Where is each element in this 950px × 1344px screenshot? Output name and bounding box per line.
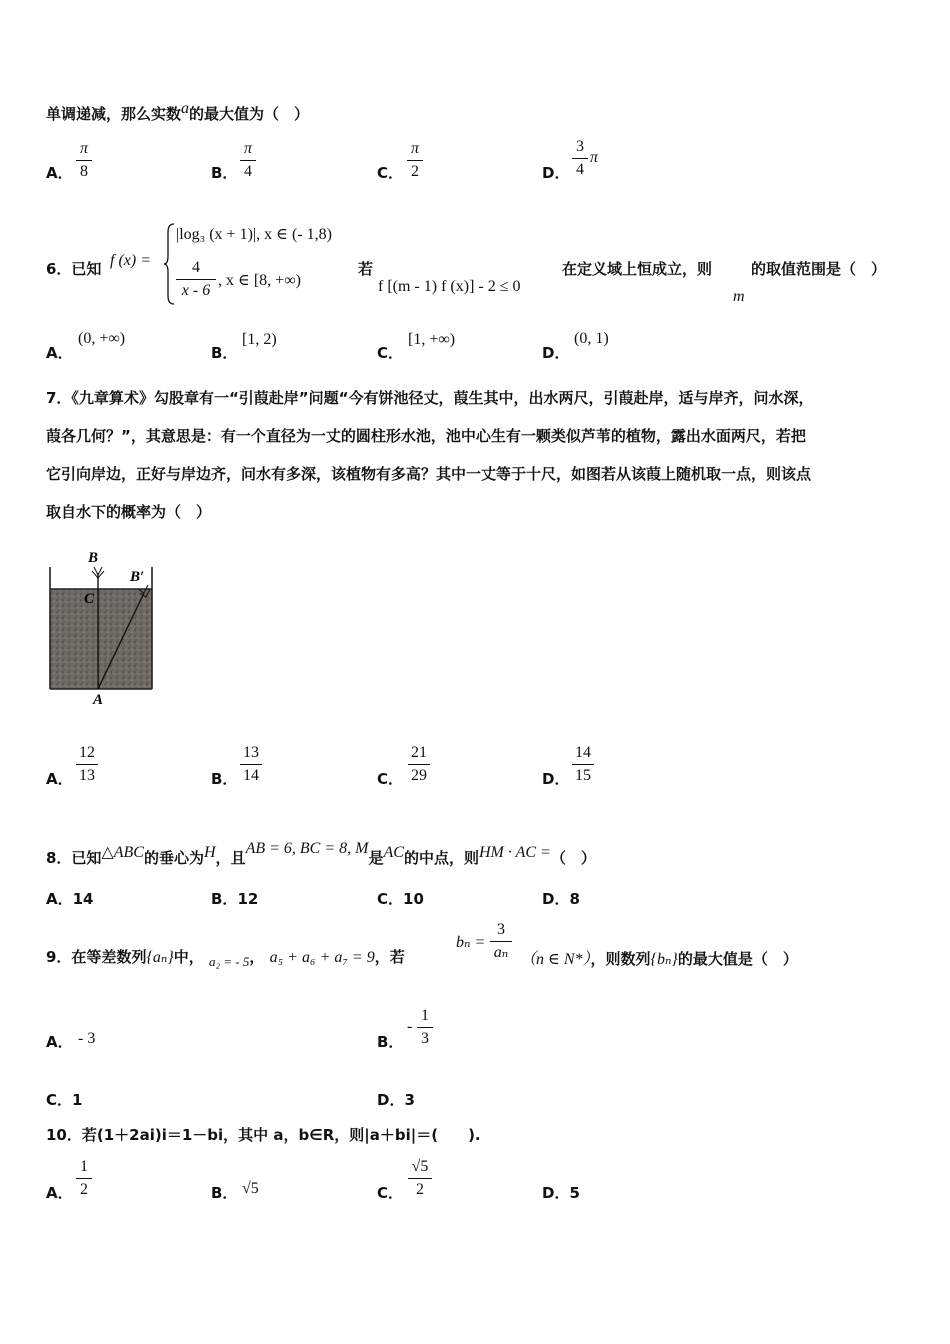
q7-pond-figure bbox=[44, 545, 162, 707]
q9-option-b-sign: - bbox=[407, 1018, 413, 1035]
q6-option-c-value: [1, +∞) bbox=[408, 331, 456, 348]
q5-stem: 单调递减，那么实数a的最大值为（ ） bbox=[46, 100, 310, 123]
q5-option-d[interactable]: D． bbox=[542, 164, 570, 182]
q6-option-d[interactable]: D． bbox=[542, 344, 570, 362]
q5-option-c-fraction: π 2 bbox=[407, 139, 423, 182]
q7-option-d-fraction: 14 15 bbox=[572, 743, 594, 786]
label-C: C bbox=[84, 591, 95, 607]
q9-stem-end: （n ∈ N*），则数列{bₙ}的最大值是（ ） bbox=[520, 950, 798, 968]
q10-option-d[interactable]: D．5 bbox=[542, 1184, 580, 1202]
q5-option-b[interactable]: B． bbox=[211, 164, 238, 182]
q7-option-c-fraction: 21 29 bbox=[408, 743, 430, 786]
q7-option-b-fraction: 13 14 bbox=[240, 743, 262, 786]
q6-option-b-value: [1, 2) bbox=[242, 331, 277, 348]
q6-option-a-value: (0, +∞) bbox=[78, 330, 126, 347]
q5-option-c[interactable]: C． bbox=[377, 164, 404, 182]
q6-option-d-value: (0, 1) bbox=[574, 330, 609, 347]
q5-option-a-fraction: π 8 bbox=[76, 139, 92, 182]
q6-ruo: 若 bbox=[358, 260, 374, 278]
water-area bbox=[50, 589, 152, 689]
q8-option-b[interactable]: B．12 bbox=[211, 890, 259, 908]
q10-option-c[interactable]: C． bbox=[377, 1184, 404, 1202]
q6-option-c[interactable]: C． bbox=[377, 344, 404, 362]
q6-brace bbox=[164, 222, 176, 306]
q6-case-2-fraction: 4 x - 6 bbox=[176, 258, 216, 301]
q6-end: 的取值范围是（ ） bbox=[751, 260, 887, 278]
label-B-prime: B′ bbox=[130, 569, 145, 585]
label-A: A bbox=[93, 692, 104, 707]
q9-bn-fraction: 3 aₙ bbox=[490, 920, 512, 963]
q8-option-c[interactable]: C．10 bbox=[377, 890, 424, 908]
q6-var-m: m bbox=[733, 288, 745, 305]
q9-option-b-fraction: 1 3 bbox=[417, 1006, 433, 1049]
q9-option-c[interactable]: C．1 bbox=[46, 1091, 83, 1109]
q5-option-b-fraction: π 4 bbox=[240, 139, 256, 182]
q7-stem: 7．《九章算术》勾股章有一“引葭赴岸”问题“今有饼池径丈，葭生其中，出水两尺，引葭赴岸，适与岸齐，问水深， 葭各几何？”，其意思是：有一个直径为一丈的圆柱形水池，池中心生有一颗类似芦苇的植物，露出水面两尺，若把 它引向岸边，正好与岸边齐，问水有多深，该植物有多高？其中一丈等于十尺，如图若从该葭上随机取一点，则该点 取自水下的概率为（ ） bbox=[46, 389, 814, 521]
q9-option-a[interactable]: A． bbox=[46, 1033, 73, 1051]
q10-option-a-fraction: 1 2 bbox=[76, 1157, 92, 1200]
q5-option-d-pi: π bbox=[590, 149, 599, 166]
q6-option-a[interactable]: A． bbox=[46, 344, 73, 362]
q9-stem-start: 9．在等差数列{aₙ}中， a₂ = - 5， a₅ + a₆ + a₇ = 9，若 bbox=[46, 948, 405, 969]
q9-bn: bₙ = bbox=[456, 934, 486, 951]
q10-option-a[interactable]: A． bbox=[46, 1184, 73, 1202]
q7-option-d[interactable]: D． bbox=[542, 770, 570, 788]
q9-option-a-value: - 3 bbox=[78, 1030, 96, 1047]
q6-inequality: f [(m - 1) f (x)] - 2 ≤ 0 bbox=[378, 278, 521, 295]
q5-option-a[interactable]: A． bbox=[46, 164, 73, 182]
q8-stem: 8．已知△ABC的垂心为H，且AB = 6, BC = 8, M是AC的中点，则HM · AC =（ ） bbox=[46, 840, 596, 867]
q6-prefix: 6．已知 bbox=[46, 260, 102, 278]
q10-option-c-fraction: √5 2 bbox=[408, 1157, 432, 1200]
q10-option-b-value: √5 bbox=[242, 1180, 259, 1197]
q7-option-a[interactable]: A． bbox=[46, 770, 73, 788]
q10-stem: 10．若(1＋2ai)i＝1－bi，其中 a，b∈R，则|a＋bi|＝( ). bbox=[46, 1126, 481, 1144]
q6-case-1: |log₃ (x + 1)|, x ∈ (- 1,8) bbox=[176, 226, 332, 243]
q9-option-d[interactable]: D．3 bbox=[377, 1091, 415, 1109]
q7-option-c[interactable]: C． bbox=[377, 770, 404, 788]
q6-case-2-domain: , x ∈ [8, +∞) bbox=[218, 272, 301, 289]
q6-option-b[interactable]: B． bbox=[211, 344, 238, 362]
q7-option-b[interactable]: B． bbox=[211, 770, 238, 788]
label-B: B bbox=[88, 550, 99, 566]
q6-mid: 在定义域上恒成立，则 bbox=[562, 260, 713, 278]
q9-option-b[interactable]: B． bbox=[377, 1033, 404, 1051]
q7-option-a-fraction: 12 13 bbox=[76, 743, 98, 786]
q8-option-a[interactable]: A．14 bbox=[46, 890, 94, 908]
q5-option-d-fraction: 3 4 bbox=[572, 137, 588, 180]
q8-option-d[interactable]: D．8 bbox=[542, 890, 580, 908]
q10-option-b[interactable]: B． bbox=[211, 1184, 238, 1202]
q6-function-name: f (x) = bbox=[110, 252, 151, 269]
